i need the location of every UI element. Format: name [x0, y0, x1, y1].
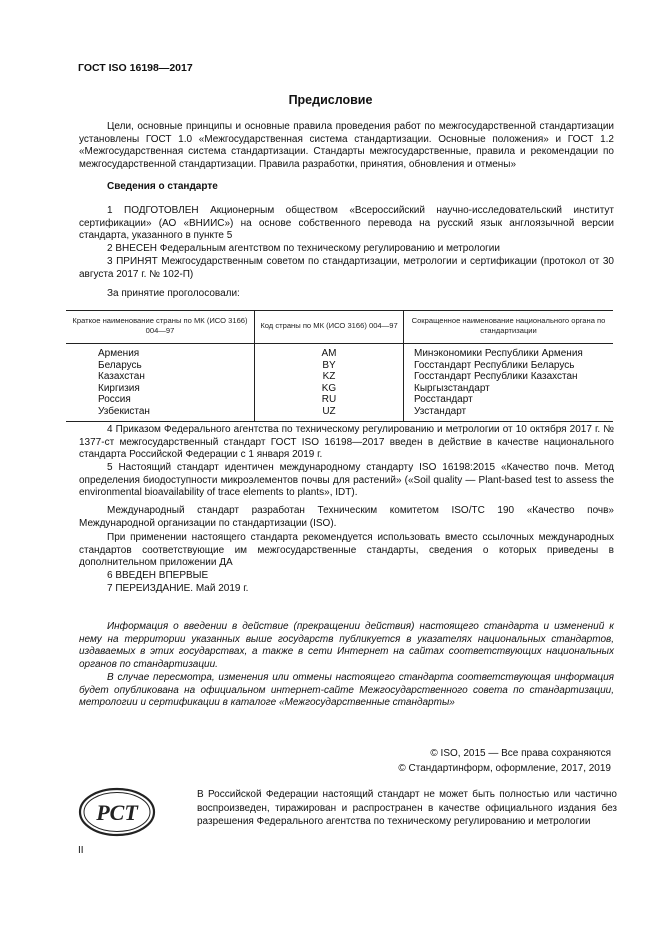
- country-cell: Казахстан: [98, 371, 145, 383]
- notice-introduction: Информация о введении в действие (прекращении действия) настоящего стандарта и изменений к нему на территории указанных выше государств публикуется в указателях национальных стандартов, издаваемых в этих государствах, а также в сети Интернет на сайтах соответствующих национальных органов по стандартизации.: [79, 621, 614, 670]
- table-row: [66, 394, 613, 406]
- body-cell: Минэкономики Республики Армения: [404, 344, 614, 360]
- document-code: ГОСТ ISO 16198—2017: [78, 62, 193, 74]
- logo-letters: РСТ: [96, 800, 138, 825]
- voting-table: [66, 310, 613, 422]
- copyright-standartinform: © Стандартинформ, оформление, 2017, 2019: [398, 763, 611, 774]
- code-cell: UZ: [255, 406, 404, 421]
- table-row: [66, 344, 613, 360]
- copyright-iso: © ISO, 2015 — Все права сохраняются: [430, 748, 611, 759]
- body-cell: Госстандарт Республики Казахстан: [404, 371, 614, 383]
- country-cell: Узбекистан: [66, 406, 255, 421]
- item-5-references: При применении настоящего стандарта рекомендуется использовать вместо ссылочных международных стандартов соответствующие им межгосударственные стандарты, сведения о которых приведены в дополнительном приложении ДА: [79, 532, 614, 569]
- rights-paragraph: В Российской Федерации настоящий стандарт не может быть полностью или частично воспроизведен, тиражирован и распространен в качестве официального издания без разрешения Федерального агентства по техническому регулированию и метрологии: [197, 789, 617, 828]
- item-2: 2 ВНЕСЕН Федеральным агентством по техническому регулированию и метрологии: [107, 243, 500, 254]
- item-1: 1 ПОДГОТОВЛЕН Акционерным обществом «Всероссийский научно-исследовательский институт сертификации» (АО «ВНИИС») на основе собственного перевода на русский язык англоязычной версии стандарта, указанного в пункте 5: [79, 205, 614, 242]
- item-7: 7 ПЕРЕИЗДАНИЕ. Май 2019 г.: [107, 583, 249, 594]
- voted-label: За принятие проголосовали:: [107, 288, 240, 299]
- body-cell: Госстандарт Республики Беларусь: [404, 360, 614, 372]
- table-row: [66, 360, 613, 372]
- country-cell: Беларусь: [98, 359, 142, 371]
- body-cell: Росстандарт: [404, 394, 614, 406]
- intro-paragraph: Цели, основные принципы и основные правила проведения работ по межгосударственной стандартизации установлены ГОСТ 1.0 «Межгосударственная система стандартизации. Основные положения» и ГОСТ 1.2 «Межгосударственная система стандартизации. Стандарты межгосударственные, правила и рекомендации по межгосударственной стандартизации. Правила разработки, принятия, обновления и отмены»: [79, 121, 614, 170]
- table-row: [66, 383, 613, 395]
- table-row: [66, 406, 613, 421]
- col-country: Краткое наименование страны по МК (ИСО 3166) 004—97: [66, 311, 255, 344]
- code-cell: AM: [255, 344, 404, 360]
- country-cell: Киргизия: [98, 382, 140, 394]
- code-cell: KZ: [255, 371, 404, 383]
- col-code: Код страны по МК (ИСО 3166) 004—97: [255, 311, 404, 344]
- col-body: Сокращенное наименование национального органа по стандартизации: [404, 311, 614, 344]
- item-4: 4 Приказом Федерального агентства по техническому регулированию и метрологии от 10 октября 2017 г. № 1377-ст межгосударственный стандарт ГОСТ ISO 16198—2017 введен в действие в качестве национального стандарта Российской Федерации с 1 января 2019 г.: [79, 424, 614, 461]
- table-row: [66, 371, 613, 383]
- country-cell: Россия: [98, 394, 131, 406]
- code-cell: BY: [255, 360, 404, 372]
- page-number: II: [78, 845, 84, 856]
- body-cell: Узстандарт: [404, 406, 614, 421]
- body-cell: Кыргызстандарт: [404, 383, 614, 395]
- page-title: Предисловие: [288, 93, 373, 107]
- item-5-committee: Международный стандарт разработан Техническим комитетом ISO/TC 190 «Качество почв» Международной организации по стандартизации (ISO).: [79, 505, 614, 529]
- item-6: 6 ВВЕДЕН ВПЕРВЫЕ: [107, 570, 209, 581]
- country-cell: Армения: [98, 348, 140, 359]
- gost-r-logo: [78, 787, 156, 837]
- notice-revision: В случае пересмотра, изменения или отмены настоящего стандарта соответствующая информация будет опубликована на официальном интернет-сайте Межгосударственного совета по стандартизации, метрологии и сертификации в каталоге «Межгосударственные стандарты»: [79, 672, 614, 709]
- item-3: 3 ПРИНЯТ Межгосударственным советом по стандартизации, метрологии и сертификации (протокол от 30 августа 2017 г. № 102-П): [79, 256, 614, 280]
- code-cell: RU: [255, 394, 404, 406]
- info-heading: Сведения о стандарте: [107, 181, 218, 192]
- code-cell: KG: [255, 383, 404, 395]
- item-5: 5 Настоящий стандарт идентичен международному стандарту ISO 16198:2015 «Качество почв. Метод определения биодоступности микроэлементов почвы для растений» («Soil quality — Plant-based test to assess the environmental bioavailability of trace elements to plants», IDT).: [79, 462, 614, 499]
